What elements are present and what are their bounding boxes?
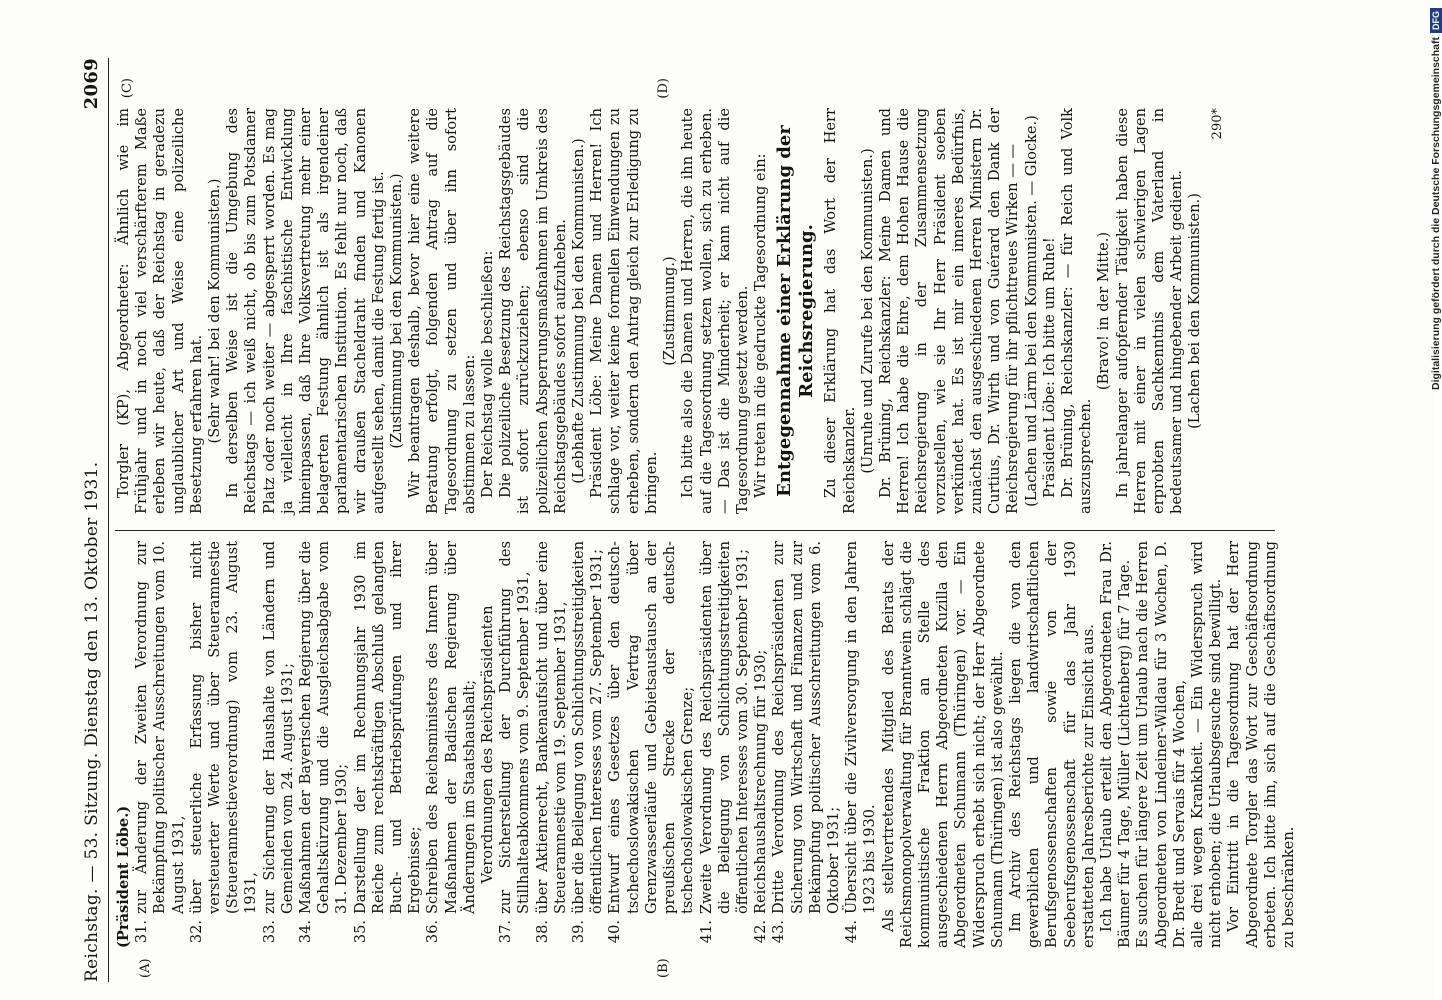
speech-president: Präsident Löbe: Ich bitte um Ruhe! [1040,237,1058,498]
list-item [188,541,261,948]
speech-torgler: Torgler (KP), Abgeordneter: Ähnlich wie im Frühjahr und in noch viel verschärfterem Maße erleben wir heute, daß der Reichstag in geradezu unglaublicher Art und Weise eine polizeiliche Besetzung erfahren hat. [115,108,205,514]
list-item-number: 34. [297,920,315,944]
list-item [424,541,479,948]
interjection: (Lebhafte Zustimmung bei den Kommunisten.) [570,138,588,484]
speech-bruening: Dr. Brüning, Reichskanzler: Meine Damen und Herren! Ich habe die Ehre, dem Hohen Hause die Reichsregierung in der Zusammensetzung vorzustellen, wie sie Ihr Herr Präsident soeben verkündet hat. Es ist mir ein inneres Bedürfnis, zunächst den ausgeschiedenen Herren Ministern Dr. Curtius, Dr. Wirth und von Guérard den Dank der Reichsregierung für ihr pflichttreues Wirken — — [876,108,1022,514]
list-item [843,541,879,948]
page-header-title: Reichstag. — 53. Sitzung. Dienstag den 13. Oktober 1931. [82,461,102,982]
list-item-text: über die Beilegung von Schlichtungsstreitigkeiten öffentlichen Interesses vom 27. September 1931; [570,541,606,914]
report-list-1 [133,541,479,948]
interjection: (Lachen und Lärm bei den Kommunisten. — Glocke.) [1022,115,1040,507]
list-item-text: zur Sicherung der Haushalte von Ländern und Gemeinden vom 24. August 1931; [260,541,296,914]
list-item [534,541,570,948]
dfg-logo: DFG [1430,8,1442,33]
list-item [497,541,533,948]
interjection: (Unruhe und Zurufe bei den Kommunisten.) [858,148,876,474]
paragraph: Im Archiv des Reichstags liegen die von den gewerblichen und landwirtschaftlichen Berufsgenossenschaften sowie von der Seeberufsgenossenschaft für das Jahr 1930 erstatteten Jahresberichte zur Einsicht aus. [1006,541,1097,948]
paragraph: Der Reichstag wolle beschließen: [479,250,497,498]
speech-president: Präsident Löbe: Meine Damen und Herren! Ich schlage vor, weiter keine formellen Einwendungen zu erheben, sondern den Antrag gleich zur Erledigung zu bringen. [588,108,660,514]
list-item-number: 37. [497,920,515,944]
paragraph: Wir treten in die gedruckte Tagesordnung ein: [752,153,770,498]
page-number: 2069 [81,58,102,110]
list-item-text: Darstellung der im Rechnungsjahr 1930 im Reiche zum rechtskräftigen Abschluß gelangten Buch- und Betriebsprüfungen und ihrer Ergebnisse; [351,541,424,914]
interjection: (Lachen bei den Kommunisten.) [1186,193,1204,429]
paragraph: alle drei wegen Krankheit. — Ein Widerspruch wird nicht erhoben; die Urlaubsgesuche sind bewilligt. [1188,541,1225,948]
paragraph: Ich bitte also die Damen und Herren, die ihn heute auf die Tagesordnung setzen wollen, sich zu erheben. — Das ist die Minderheit; er kann nicht auf die Tagesordnung gesetzt werden. [679,108,751,514]
list-item-text: Maßnahmen der Bayerischen Regierung über die Gehaltskürzung und die Ausgleichsabgabe vom 31. Dezember 1930; [297,541,351,914]
list-item-text: Schreiben des Reichsministers des Innern über Maßnahmen der Badischen Regierung über Änderungen im Staatshaushalt; [424,541,478,914]
list-item [297,541,352,948]
interjection: (Bravo! in der Mitte.) [1095,231,1113,391]
list-item-number: 41. [697,920,715,944]
interjection: (Zustimmung.) [661,256,679,366]
interjection: (Sehr wahr! bei den Kommunisten.) [206,178,224,444]
interjection: (Zustimmung bei den Kommunisten.) [388,173,406,449]
list-item-number: 39. [570,920,588,944]
list-item [606,541,697,948]
list-item-text: über steuerliche Erfassung bisher nicht versteuerter Werte und über Steueramnestie (Steueramnestieverordnung) vom 23. August 1931, [187,541,260,914]
paragraph: Als stellvertretendes Mitglied des Beirats der Reichsmonopolverwaltung für Branntwein schlägt die kommunistische Fraktion an Stelle des ausgeschiedenen Herrn Abgeordneten Kuzilla den Abgeordneten Schumann (Thüringen) vor. — Ein Widerspruch erhebt sich nicht; der Herr Abgeordnete Schumann (Thüringen) ist also gewählt. [879,541,1006,948]
motion-text: Die polizeiliche Besetzung des Reichstagsgebäudes ist sofort zurückzuziehen; ebenso sind die polizeilichen Absperrungsmaßnahmen im Umkreis des Reichstagsgebäudes sofort aufzuheben. [497,108,569,514]
list-item [570,541,606,948]
list-item-number: 42. [752,920,770,944]
list-item-text: Dritte Verordnung des Reichspräsidenten zur Sicherung von Wirtschaft und Finanzen und zur Bekämpfung politischer Ausschreitungen vom 6. Oktober 1931; [770,541,842,914]
list-item [133,541,188,948]
list-item-text: Entwurf eines Gesetzes über den deutsch-tschechoslowakischen Vertrag über Grenzwasserläufe und Gebietsaustausch an der preußischen Strecke der deutsch-tschechoslowakischen Grenze; [606,541,697,914]
paragraph: In derselben Weise ist die Umgebung des Reichstags — ich weiß nicht, ob bis zum Potsdamer Platz oder noch weiter — abgesperrt worden. Es mag ja vielleicht in Ihre faschistische Entwicklung hineinpassen, daß Ihre Volksvertretung mehr einer belagerten Festung ähnlich ist als irgendeiner parlamentarischen Institution. Es fehlt nur noch, daß wir draußen Stacheldraht finden und Kanonen aufgestellt sehen, damit die Festung fertig ist. [224,108,387,514]
report-list-2 [497,541,879,948]
paragraph: Es suchen für längere Zeit um Urlaub nach die Herren Abgeordneten von Lindeiner-Wildau für 3 Wochen, D. Dr. Bredt und Servais für 4 Wochen, [1134,541,1188,948]
paragraph: Vor Eintritt in die Tagesordnung hat der Herr Abgeordnete Torgler das Wort zur Geschäftsordnung erbeten. Ich bitte ihn, sich auf die Geschäftsordnung zu beschränken. [1225,541,1297,948]
list-item-number: 36. [424,920,442,944]
right-column [115,78,1275,530]
paragraph: Ich habe Urlaub erteilt den Abgeordneten Frau Dr. Bäumer für 4 Tage, Müller (Lichtenberg) für 7 Tage. [1097,541,1134,948]
paragraph: In jahrelanger aufopfernder Tätigkeit haben diese Herren mit einer in vielen schwierigen Lagen erprobten Sachkenntnis dem Vaterland in bedeutsamer und hingebender Arbeit gedient. [1113,108,1186,514]
sub-heading: Verordnungen des Reichspräsidenten [479,605,497,884]
list-item [261,541,297,948]
list-item-text: zur Sicherstellung der Durchführung des Stillhalteabkommens vom 9. September 1931, [497,541,533,914]
list-item-number: 38. [533,920,551,944]
speech-bruening: Dr. Brüning, Reichskanzler: — für Reich und Volk auszusprechen. [1058,108,1095,514]
margin-marker-b: (B) [656,958,671,978]
list-item [352,541,425,948]
list-item-number: 40. [606,920,624,944]
list-item-number: 44. [843,920,861,944]
margin-marker-c: (C) [120,78,135,99]
list-item-text: Reichshaushaltsrechnung für 1930; [752,649,770,914]
list-item-number: 33. [260,920,278,944]
agenda-heading: Entgegennahme einer Erklärung der Reichsregierung. [774,125,818,497]
list-item [752,541,770,948]
document-page [75,40,1345,1000]
list-item-text: zur Änderung der Zweiten Verordnung zur Bekämpfung politischer Ausschreitungen vom 10. August 1931, [133,541,187,914]
paragraph: Zu dieser Erklärung hat das Wort der Herr Reichskanzler. [822,108,858,514]
digitization-credit [1416,8,1442,998]
list-item-number: 43. [770,920,788,944]
list-item-text: über Aktienrecht, Bankenaufsicht und über eine Steueramnestie vom 19. September 1931, [533,541,569,914]
page-header [81,58,109,982]
margin-marker-a: (A) [138,958,153,978]
list-item-number: 32. [187,920,205,944]
list-item-number: 31. [133,920,151,944]
digitization-credit-text: Digitalisierung gefördert durch die Deutsche Forschungsgemeinschaft [1430,37,1442,390]
list-item [770,541,843,948]
list-item [698,541,753,948]
left-column [115,530,1297,982]
list-item-text: Zweite Verordnung des Reichspräsidenten über die Beilegung von Schlichtungsstreitigkeiten öffentlichen Interesses vom 30. September 1931; [697,541,751,914]
list-item-number: 35. [351,920,369,944]
speaker-label: (Präsident Löbe.) [115,805,132,948]
list-item-text: Übersicht über die Zivilversorgung in den Jahren 1923 bis 1930. [843,541,879,914]
sheet-number: 290* [1209,108,1225,140]
margin-marker-d: (D) [656,78,671,99]
paragraph: Wir beantragen deshalb, bevor hier eine weitere Beratung erfolgt, folgenden Antrag auf die Tagesordnung zu setzen und über ihn sofort abstimmen zu lassen: [406,108,478,514]
